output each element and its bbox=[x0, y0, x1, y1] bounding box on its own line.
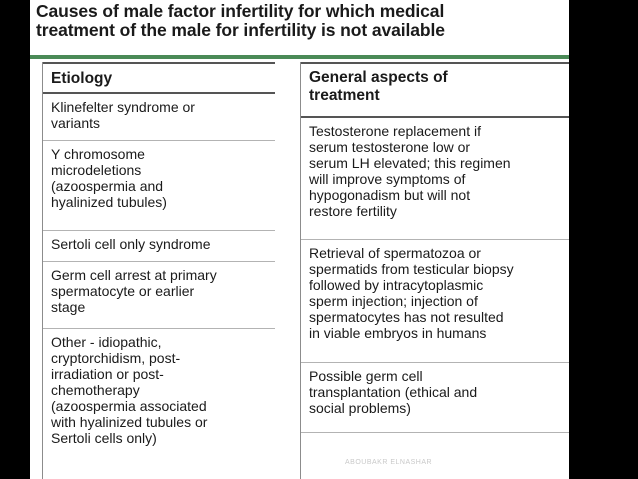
etiology-row: Other - idiopathic, cryptorchidism, post- irradiation or post- chemotherapy (azoospermia associated with hyalinized tubules or Sertoli cells only) bbox=[51, 334, 208, 446]
etiology-row: Klinefelter syndrome or variants bbox=[43, 94, 275, 141]
treatment-row: Testosterone replacement if serum testosterone low or serum LH elevated; this regimen will improve symptoms of hypogonadism but will not restore fertility bbox=[301, 118, 569, 240]
etiology-row: Y chromosome microdeletions (azoospermia and hyalinized tubules) bbox=[43, 141, 275, 231]
treatment-header: General aspects of treatment bbox=[301, 62, 569, 118]
treatment-row: Possible germ cell transplantation (ethical and social problems) bbox=[301, 363, 569, 433]
etiology-header: Etiology bbox=[43, 62, 275, 94]
title-divider bbox=[30, 55, 569, 59]
treatment-row: Retrieval of spermatozoa or spermatids from testicular biopsy followed by intracytoplasmic sperm injection; injection of spermatocytes has not resulted in viable embryos in humans bbox=[301, 240, 569, 363]
etiology-row: Germ cell arrest at primary spermatocyte or earlier stage bbox=[43, 262, 275, 329]
treatment-column bbox=[300, 62, 569, 479]
watermark: ABOUBAKR ELNASHAR bbox=[345, 459, 433, 466]
etiology-column bbox=[42, 62, 275, 479]
slide-title: Causes of male factor infertility for which medical treatment of the male for infertility is not available bbox=[36, 1, 445, 40]
etiology-row: Sertoli cell only syndrome bbox=[43, 231, 275, 262]
slide bbox=[30, 0, 569, 479]
